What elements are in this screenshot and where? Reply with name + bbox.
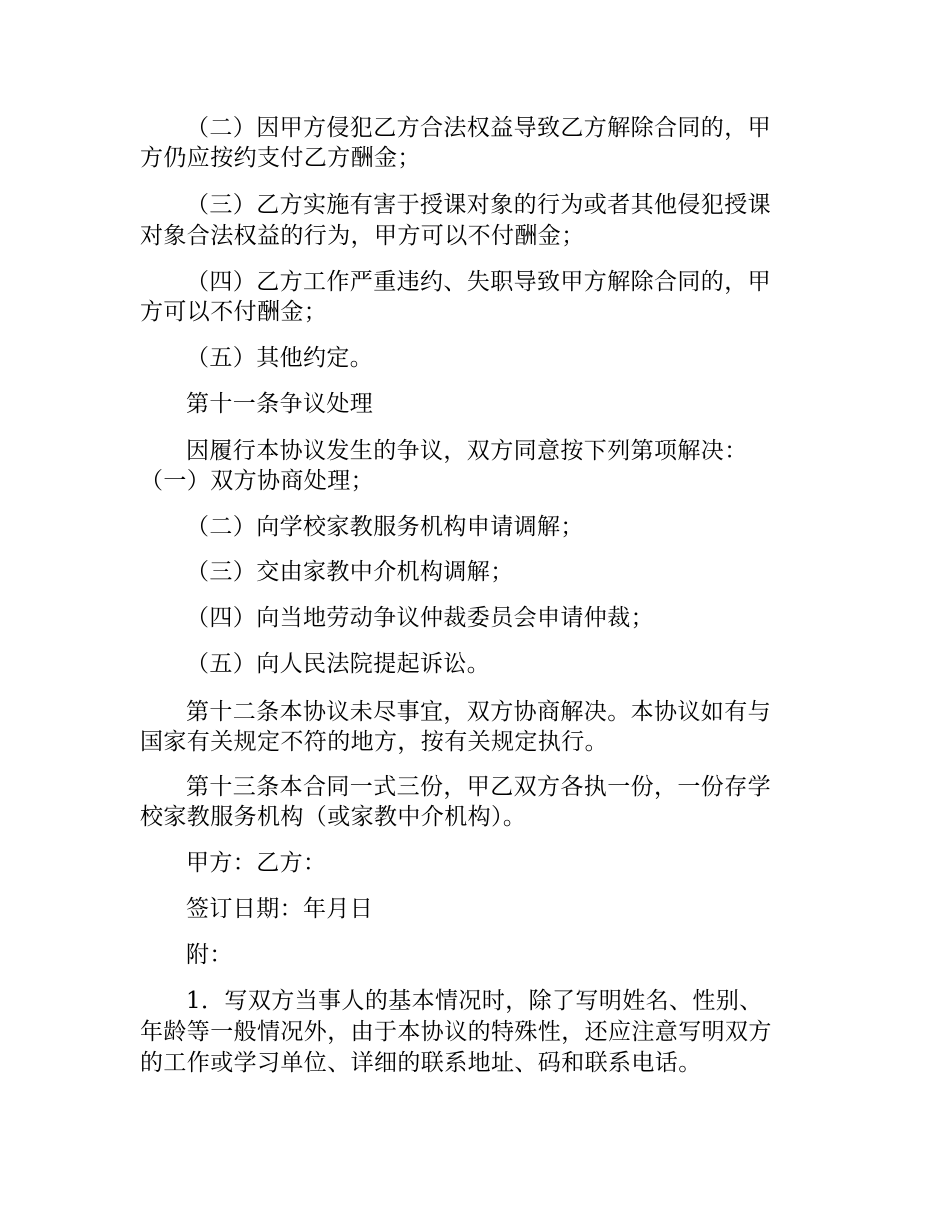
signature-line: 甲方：乙方： <box>186 850 327 876</box>
appendix-heading: 附： <box>186 942 233 968</box>
paragraph-line: （二）因甲方侵犯乙方合法权益导致乙方解除合同的，甲 <box>186 115 771 141</box>
paragraph-line: 的工作或学习单位、详细的联系地址、码和联系电话。 <box>140 1050 702 1076</box>
paragraph-line: 方可以不付酬金； <box>140 299 328 325</box>
date-line: 签订日期：年月日 <box>186 896 374 922</box>
paragraph-line: 方仍应按约支付乙方酬金； <box>140 145 421 171</box>
paragraph-line: （五）向人民法院提起诉讼。 <box>186 651 491 677</box>
paragraph-line: 因履行本协议发生的争议，双方同意按下列第项解决： <box>186 438 748 464</box>
paragraph-line: （四）向当地劳动争议仲裁委员会申请仲裁； <box>186 605 654 631</box>
paragraph-line: 第十二条本协议未尽事宜，双方协商解决。本协议如有与 <box>186 699 771 725</box>
paragraph-line: 对象合法权益的行为，甲方可以不付酬金； <box>140 223 585 249</box>
paragraph-line: 国家有关规定不符的地方，按有关规定执行。 <box>140 729 608 755</box>
paragraph-line: （一）双方协商处理； <box>140 468 374 494</box>
paragraph-line: 第十三条本合同一式三份，甲乙双方各执一份，一份存学 <box>186 774 771 800</box>
paragraph-line: 1．写双方当事人的基本情况时，除了写明姓名、性别、 <box>186 988 763 1014</box>
paragraph-line: 校家教服务机构（或家教中介机构）。 <box>140 804 527 830</box>
paragraph-line: （三）乙方实施有害于授课对象的行为或者其他侵犯授课 <box>186 192 771 218</box>
section-heading: 第十一条争议处理 <box>186 391 374 417</box>
paragraph-line: （四）乙方工作严重违约、失职导致甲方解除合同的，甲 <box>186 269 771 295</box>
paragraph-line: （三）交由家教中介机构调解； <box>186 559 514 585</box>
paragraph-line: （二）向学校家教服务机构申请调解； <box>186 514 584 540</box>
paragraph-line: 年龄等一般情况外，由于本协议的特殊性，还应注意写明双方 <box>140 1019 772 1045</box>
paragraph-line: （五）其他约定。 <box>186 345 374 371</box>
